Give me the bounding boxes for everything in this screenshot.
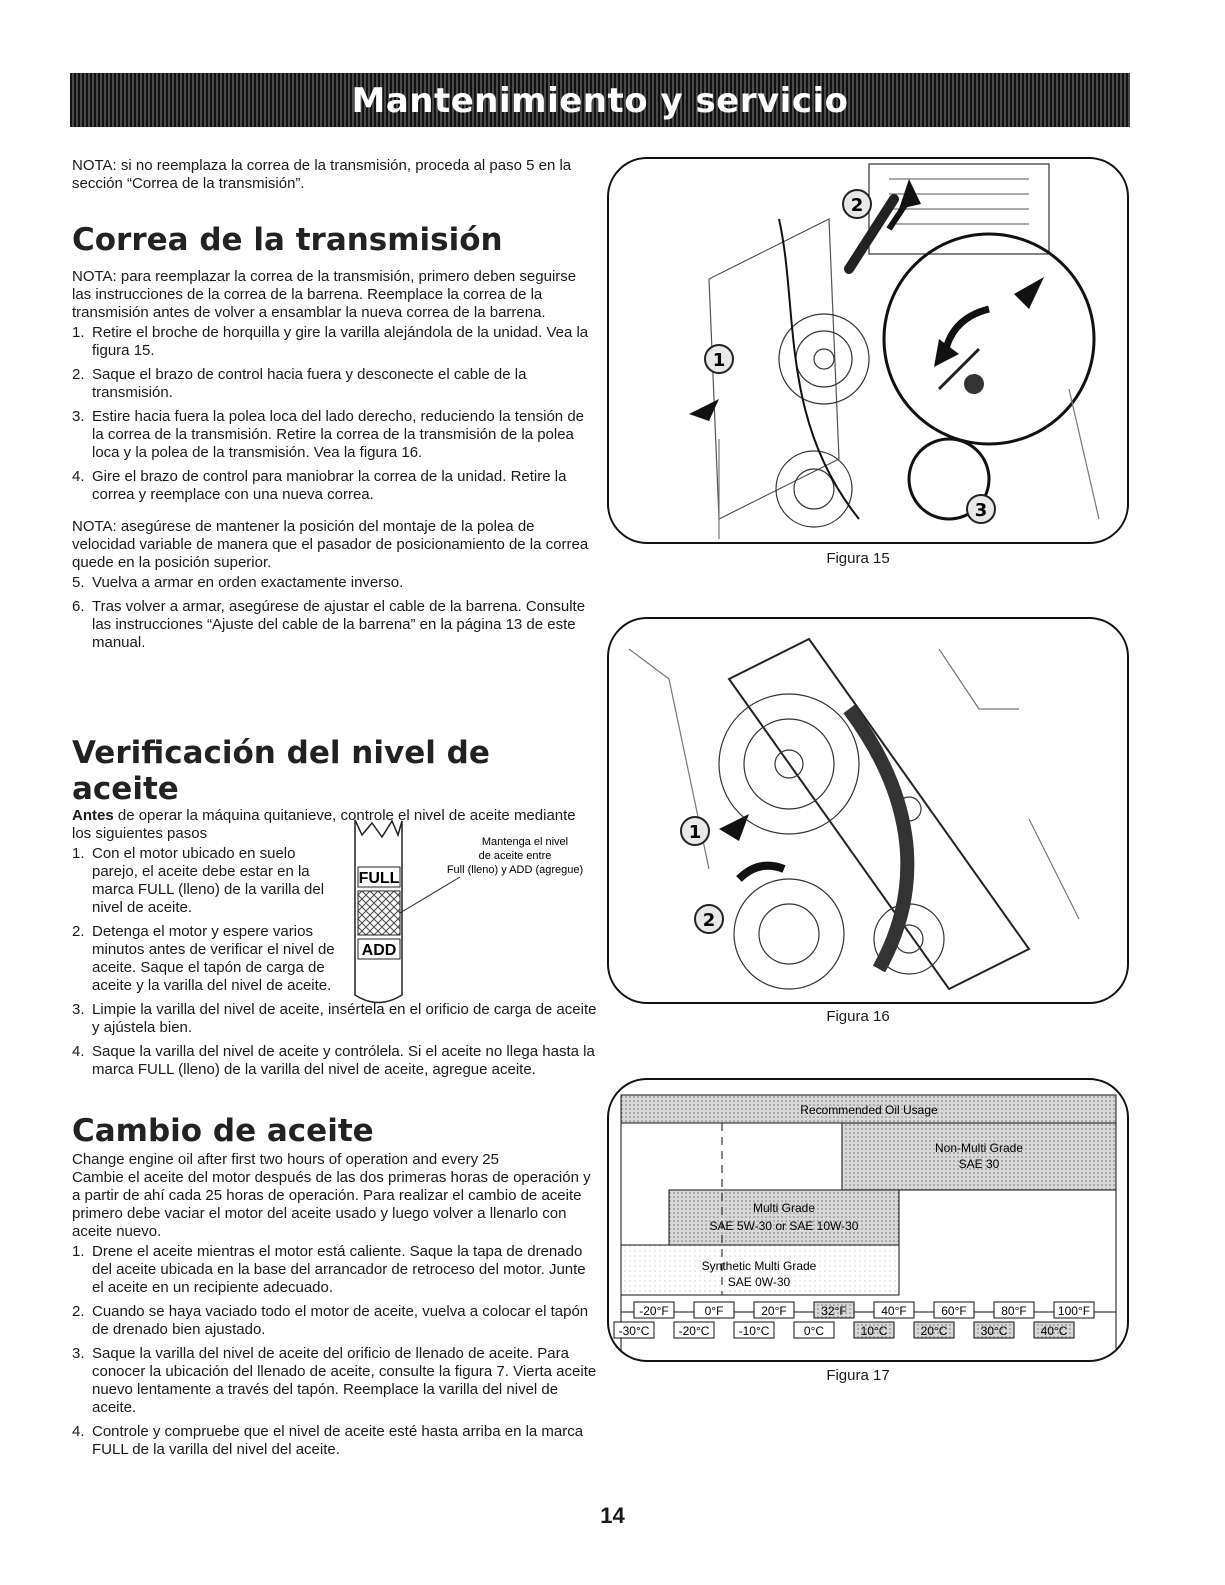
fahrenheit-tick-label: 40°F	[881, 1304, 907, 1318]
fahrenheit-tick-label: -20°F	[639, 1304, 669, 1318]
intro-note: NOTA: si no reemplaza la correa de la transmisión, proceda al paso 5 en la sección “Correa de la transmisión”.	[72, 157, 572, 192]
section-title-oil-level: Verificación del nivel de aceite	[72, 735, 490, 807]
celsius-scale	[614, 1322, 1074, 1338]
figure-15-caption: Figura 15	[826, 550, 890, 567]
list-item: 6. Tras volver a armar, asegúrese de ajustar el cable de la barrena. Consulte las instrucciones “Ajuste del cable de la barrena” en la página 13 de este manual.	[72, 598, 586, 651]
fahrenheit-tick-label: 0°F	[704, 1304, 724, 1318]
svg-text:SAE 5W-30 or SAE 10W-30: SAE 5W-30 or SAE 10W-30	[709, 1219, 859, 1233]
svg-text:Multi Grade: Multi Grade	[752, 1201, 816, 1215]
section-header-banner	[70, 73, 1130, 127]
transmission-steps-2	[72, 574, 597, 652]
svg-text:3: 3	[974, 500, 988, 521]
safe-range-hatch	[358, 891, 400, 935]
fahrenheit-tick-label: 60°F	[941, 1304, 967, 1318]
figure-15	[607, 157, 1129, 544]
fahrenheit-tick-label: 80°F	[1001, 1304, 1027, 1318]
pulley-note: NOTA: asegúrese de mantener la posición del montaje de la polea de velocidad variable de manera que el pasador de posicionamiento de la correa quede en la posición superior.	[72, 518, 589, 571]
fahrenheit-tick-label: 32°F	[821, 1304, 847, 1318]
list-item: 1. Con el motor ubicado en suelo parejo, el aceite debe estar en la marca FULL (lleno) de la varilla del nivel de aceite.	[72, 845, 325, 916]
figure-16-drawing	[609, 619, 1127, 1002]
svg-text:SAE 30: SAE 30	[958, 1157, 1000, 1171]
dipstick-note-2: de aceite entre	[478, 850, 552, 862]
add-mark-label: ADD	[361, 942, 397, 959]
list-item: 4. Controle y compruebe que el nivel de aceite esté hasta arriba en la marca FULL de la varilla del nivel del aceite.	[72, 1423, 584, 1458]
figure-15-drawing	[609, 159, 1127, 542]
celsius-tick-label: 0°C	[803, 1324, 825, 1338]
dipstick-note-1: Mantenga el nivel	[481, 836, 569, 848]
page-number: 14	[600, 1503, 625, 1528]
list-item: 2. Saque el brazo de control hacia fuera y desconecte el cable de la transmisión.	[72, 366, 527, 401]
section-oil-change	[72, 1113, 597, 1465]
celsius-tick-label: -20°C	[678, 1324, 710, 1338]
full-mark-label: FULL	[358, 870, 400, 887]
list-item: 3. Estire hacia fuera la polea loca del lado derecho, reduciendo la tensión de la correa de la transmisión. Retire la correa de la transmisión de la polea loca y la polea de la transmisión. Vea la figura 16.	[72, 408, 584, 461]
oil-band-multi-grade	[669, 1190, 899, 1245]
intro-note-block	[72, 157, 597, 193]
list-item: 2. Cuando se haya vaciado todo el motor de aceite, vuelva a colocar el tapón de drenado bien ajustado.	[72, 1303, 589, 1338]
svg-text:1: 1	[688, 822, 702, 843]
section-title-transmission-belt: Correa de la transmisión	[72, 222, 503, 258]
page-title: Mantenimiento y servicio	[351, 81, 849, 121]
list-item: 1. Drene el aceite mientras el motor está caliente. Saque la tapa de drenado del aceite ubicada en la base del arrancador de retroceso del motor. Junte el aceite en un recipiente adecuado.	[72, 1243, 586, 1296]
svg-text:2: 2	[850, 195, 864, 216]
svg-text:Synthetic Multi Grade: Synthetic Multi Grade	[701, 1259, 817, 1273]
list-item: 4. Saque la varilla del nivel de aceite y contrólela. Si el aceite no llega hasta la marca FULL (lleno) de la varilla del nivel de aceite, agregue aceite.	[72, 1043, 595, 1078]
celsius-tick-label: -10°C	[738, 1324, 770, 1338]
list-item: 1. Retire el broche de horquilla y gire la varilla alejándola de la unidad. Vea la figura 15.	[72, 324, 589, 359]
section-transmission-belt	[72, 222, 597, 658]
transmission-steps	[72, 324, 597, 504]
figure-17	[607, 1078, 1129, 1362]
fahrenheit-tick-label: 20°F	[761, 1304, 787, 1318]
oil-chart-title: Recommended Oil Usage	[800, 1103, 938, 1117]
transmission-note: NOTA: para reemplazar la correa de la transmisión, primero deben seguirse las instrucciones de la correa de la barrena. Reemplace la correa de la transmisión antes de volver a ensamblar la nueva correa de la barrena.	[72, 268, 577, 321]
dipstick-illustration	[350, 815, 590, 1015]
oil-level-intro: Antes de operar la máquina quitanieve, controle el nivel de aceite mediante los siguientes pasos	[72, 807, 576, 842]
list-item: 2. Detenga el motor y espere varios minutos antes de verificar el nivel de aceite. Saque el tapón de carga de aceite y la varilla del nivel de aceite.	[72, 923, 335, 994]
celsius-tick-label: 30°C	[980, 1324, 1008, 1338]
celsius-tick-label: 40°C	[1040, 1324, 1068, 1338]
celsius-tick-label: 20°C	[920, 1324, 948, 1338]
leader-line	[400, 877, 460, 913]
oil-change-steps	[72, 1243, 597, 1459]
svg-text:Non-Multi Grade: Non-Multi Grade	[934, 1141, 1024, 1155]
fahrenheit-tick-label: 100°F	[1057, 1304, 1091, 1318]
list-item: 4. Gire el brazo de control para maniobrar la correa de la unidad. Retire la correa y reemplace con una nueva correa.	[72, 468, 567, 503]
section-title-oil-change: Cambio de aceite	[72, 1113, 374, 1149]
list-item: 3. Saque la varilla del nivel de aceite del orificio de llenado de aceite. Para conocer la ubicación del llenado de aceite, consulte la figura 7. Vierta aceite nuevo lentamente a través del tapón. Reemplace la varilla del nivel de aceite.	[72, 1345, 597, 1416]
svg-text:1: 1	[712, 350, 726, 371]
celsius-tick-label: 10°C	[860, 1324, 888, 1338]
list-item: 3. Limpie la varilla del nivel de aceite, insértela en el orificio de carga de aceite y ajústela bien.	[72, 1001, 597, 1036]
dipstick-note-3: Full (lleno) y ADD (agregue)	[446, 864, 584, 876]
oil-usage-chart	[609, 1080, 1127, 1360]
svg-text:SAE 0W-30: SAE 0W-30	[727, 1275, 791, 1289]
list-item: 5. Vuelva a armar en orden exactamente inverso.	[72, 574, 404, 591]
oil-change-intro: Cambie el aceite del motor después de las dos primeras horas de operación y a partir de ahí cada 25 horas de operación. Para realizar el cambio de aceite primero debe vaciar el motor del aceite usado y luego volver a llenarlo con aceite nuevo.	[72, 1169, 591, 1240]
fahrenheit-scale	[634, 1302, 1094, 1318]
oil-change-intro-en: Change engine oil after first two hours of operation and every 25	[72, 1151, 499, 1168]
figure-16	[607, 617, 1129, 1004]
celsius-tick-label: -30°C	[618, 1324, 650, 1338]
figure-17-caption: Figura 17	[826, 1367, 890, 1384]
figure-16-caption: Figura 16	[826, 1008, 890, 1025]
svg-text:2: 2	[702, 910, 716, 931]
